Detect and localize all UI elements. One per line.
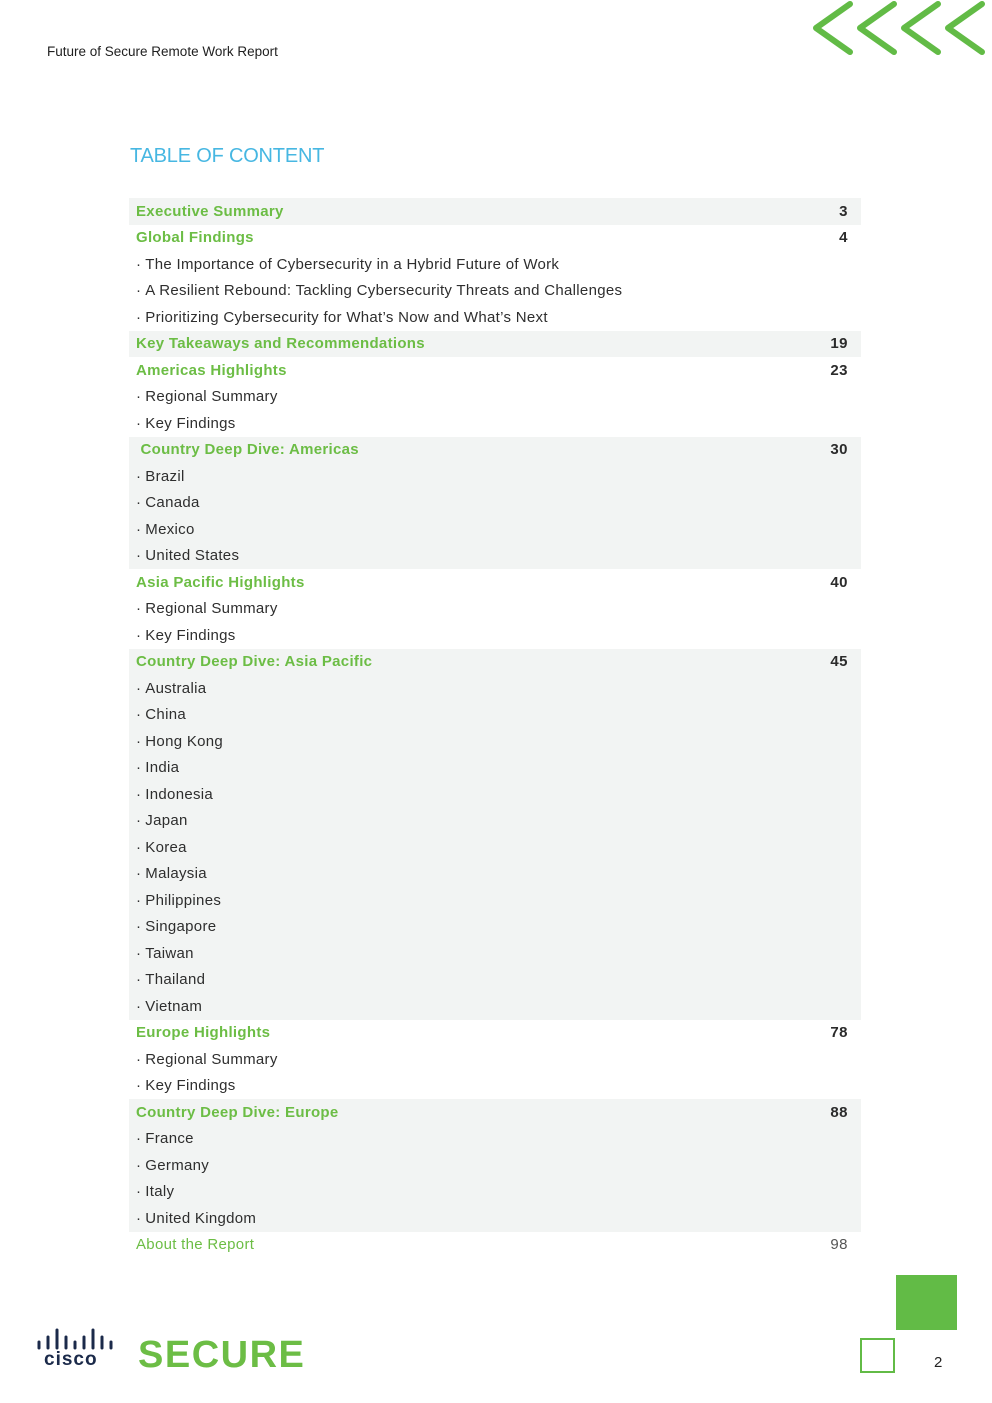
- secure-wordmark: SECURE: [138, 1334, 306, 1376]
- bullet-icon: ·: [136, 759, 142, 777]
- toc-subitem[interactable]: [129, 702, 861, 729]
- toc-section: [129, 198, 861, 225]
- toc-subitem-label: Malaysia: [145, 865, 207, 883]
- bullet-icon: ·: [136, 679, 142, 697]
- bullet-icon: ·: [136, 520, 142, 538]
- bullet-icon: ·: [136, 812, 142, 830]
- toc-subitem-label: United States: [145, 547, 240, 565]
- toc-subitem[interactable]: [129, 1152, 861, 1179]
- toc-entry[interactable]: [129, 198, 861, 225]
- toc-entry[interactable]: [129, 437, 861, 464]
- bullet-icon: ·: [136, 944, 142, 962]
- toc-section: [129, 331, 861, 358]
- chevron-decoration-icon: [808, 0, 992, 60]
- toc-entry-page: 3: [839, 202, 848, 220]
- toc-section: [129, 1099, 861, 1232]
- toc-subitem-label: Indonesia: [145, 785, 214, 803]
- toc-subitem[interactable]: [129, 861, 861, 888]
- toc-entry-label: Country Deep Dive: Europe: [136, 1103, 339, 1121]
- toc-subitem[interactable]: [129, 463, 861, 490]
- toc-subitem-label: Korea: [145, 838, 187, 856]
- toc-entry-page: 4: [839, 229, 848, 247]
- toc-entry[interactable]: [129, 649, 861, 676]
- toc-subitem-label: Brazil: [145, 467, 185, 485]
- toc-subitem[interactable]: [129, 675, 861, 702]
- toc-entry[interactable]: [129, 1232, 861, 1259]
- toc-entry-label: Country Deep Dive: Americas: [136, 441, 359, 459]
- toc-entry-page: 30: [830, 441, 848, 459]
- toc-subitem-label: India: [145, 759, 180, 777]
- toc-subitem-label: Mexico: [145, 520, 195, 538]
- bullet-icon: ·: [136, 600, 142, 618]
- toc-subitem-label: Germany: [145, 1156, 210, 1174]
- bullet-icon: ·: [136, 1050, 142, 1068]
- toc-subitem[interactable]: [129, 967, 861, 994]
- toc-entry-page: 98: [830, 1236, 848, 1254]
- decorative-green-square: [896, 1275, 957, 1330]
- toc-subitem-label: Philippines: [145, 891, 222, 909]
- toc-entry-page: 40: [830, 573, 848, 591]
- toc-section: [129, 649, 861, 1020]
- toc-subitem-label: Thailand: [145, 971, 206, 989]
- cisco-wordmark: cisco: [44, 1349, 98, 1370]
- toc-subitem[interactable]: [129, 278, 861, 305]
- bullet-icon: ·: [136, 388, 142, 406]
- toc-subitem-label: Canada: [145, 494, 200, 512]
- toc-subitem-label: Hong Kong: [145, 732, 224, 750]
- toc-subitem[interactable]: [129, 596, 861, 623]
- toc-entry-page: 45: [830, 653, 848, 671]
- toc-subitem[interactable]: [129, 1073, 861, 1100]
- toc-subitem-label: Vietnam: [145, 997, 203, 1015]
- toc-subitem[interactable]: [129, 516, 861, 543]
- toc-subitem-label: Singapore: [145, 918, 217, 936]
- toc-subitem-label: Italy: [145, 1183, 175, 1201]
- toc-entry-page: 23: [830, 361, 848, 379]
- toc-entry-label: Europe Highlights: [136, 1024, 271, 1042]
- toc-section: [129, 225, 861, 331]
- toc-entry[interactable]: [129, 331, 861, 358]
- bullet-icon: ·: [136, 1183, 142, 1201]
- bullet-icon: ·: [136, 467, 142, 485]
- toc-section: [129, 569, 861, 649]
- bullet-icon: ·: [136, 891, 142, 909]
- toc-subitem[interactable]: [129, 304, 861, 331]
- toc-entry[interactable]: [129, 1020, 861, 1047]
- bullet-icon: ·: [136, 1156, 142, 1174]
- toc-subitem-label: A Resilient Rebound: Tackling Cybersecurity Threats and Challenges: [145, 282, 623, 300]
- toc-section: [129, 357, 861, 437]
- toc-entry[interactable]: [129, 357, 861, 384]
- bullet-icon: ·: [136, 918, 142, 936]
- bullet-icon: ·: [136, 1077, 142, 1095]
- toc-subitem[interactable]: [129, 755, 861, 782]
- toc-entry-label: Americas Highlights: [136, 361, 287, 379]
- table-of-contents: [129, 198, 861, 1258]
- toc-subitem[interactable]: [129, 834, 861, 861]
- bullet-icon: ·: [136, 308, 142, 326]
- toc-subitem-label: Key Findings: [145, 414, 236, 432]
- bullet-icon: ·: [136, 494, 142, 512]
- toc-subitem-label: The Importance of Cybersecurity in a Hybrid Future of Work: [145, 255, 560, 273]
- toc-subitem[interactable]: [129, 993, 861, 1020]
- toc-entry-label: Country Deep Dive: Asia Pacific: [136, 653, 373, 671]
- toc-subitem[interactable]: [129, 490, 861, 517]
- toc-entry-label: Asia Pacific Highlights: [136, 573, 305, 591]
- toc-subitem-label: United Kingdom: [145, 1209, 257, 1227]
- bullet-icon: ·: [136, 1209, 142, 1227]
- toc-entry-label: About the Report: [136, 1236, 255, 1254]
- bullet-icon: ·: [136, 547, 142, 565]
- bullet-icon: ·: [136, 414, 142, 432]
- toc-subitem[interactable]: [129, 543, 861, 570]
- toc-subitem[interactable]: [129, 622, 861, 649]
- bullet-icon: ·: [136, 255, 142, 273]
- toc-subitem-label: Key Findings: [145, 1077, 236, 1095]
- bullet-icon: ·: [136, 732, 142, 750]
- toc-entry-label: Global Findings: [136, 229, 254, 247]
- toc-entry-page: 19: [830, 335, 848, 353]
- toc-subitem-label: Australia: [145, 679, 207, 697]
- toc-subitem-label: Regional Summary: [145, 1050, 278, 1068]
- toc-subitem[interactable]: [129, 1126, 861, 1153]
- toc-subitem[interactable]: [129, 251, 861, 278]
- toc-heading: TABLE OF CONTENT: [130, 145, 325, 167]
- toc-subitem[interactable]: [129, 410, 861, 437]
- toc-subitem[interactable]: [129, 1179, 861, 1206]
- toc-section: [129, 437, 861, 570]
- toc-subitem-label: Regional Summary: [145, 388, 278, 406]
- toc-subitem-label: Taiwan: [145, 944, 194, 962]
- toc-subitem[interactable]: [129, 808, 861, 835]
- toc-entry-page: 88: [830, 1103, 848, 1121]
- toc-subitem[interactable]: [129, 940, 861, 967]
- bullet-icon: ·: [136, 865, 142, 883]
- bullet-icon: ·: [136, 997, 142, 1015]
- bullet-icon: ·: [136, 282, 142, 300]
- bullet-icon: ·: [136, 838, 142, 856]
- bullet-icon: ·: [136, 706, 142, 724]
- bullet-icon: ·: [136, 971, 142, 989]
- toc-entry-label: Key Takeaways and Recommendations: [136, 335, 425, 353]
- toc-entry-label: Executive Summary: [136, 202, 284, 220]
- toc-subitem[interactable]: [129, 914, 861, 941]
- decorative-outline-square: [860, 1338, 895, 1373]
- toc-entry-page: 78: [830, 1024, 848, 1042]
- toc-section: [129, 1020, 861, 1100]
- toc-subitem-label: Japan: [145, 812, 188, 830]
- toc-entry[interactable]: [129, 225, 861, 252]
- toc-subitem[interactable]: [129, 887, 861, 914]
- toc-subitem[interactable]: [129, 1046, 861, 1073]
- toc-subitem-label: Regional Summary: [145, 600, 278, 618]
- toc-subitem[interactable]: [129, 384, 861, 411]
- page-number: 2: [934, 1354, 943, 1371]
- toc-subitem[interactable]: [129, 728, 861, 755]
- toc-entry[interactable]: [129, 1099, 861, 1126]
- toc-subitem[interactable]: [129, 781, 861, 808]
- toc-subitem-label: Key Findings: [145, 626, 236, 644]
- toc-subitem-label: China: [145, 706, 186, 724]
- bullet-icon: ·: [136, 626, 142, 644]
- toc-subitem-label: France: [145, 1130, 194, 1148]
- toc-subitem[interactable]: [129, 1205, 861, 1232]
- toc-section: [129, 1232, 861, 1259]
- report-title: Future of Secure Remote Work Report: [47, 44, 278, 59]
- bullet-icon: ·: [136, 785, 142, 803]
- bullet-icon: ·: [136, 1130, 142, 1148]
- toc-entry[interactable]: [129, 569, 861, 596]
- toc-subitem-label: Prioritizing Cybersecurity for What’s Now and What’s Next: [145, 308, 548, 326]
